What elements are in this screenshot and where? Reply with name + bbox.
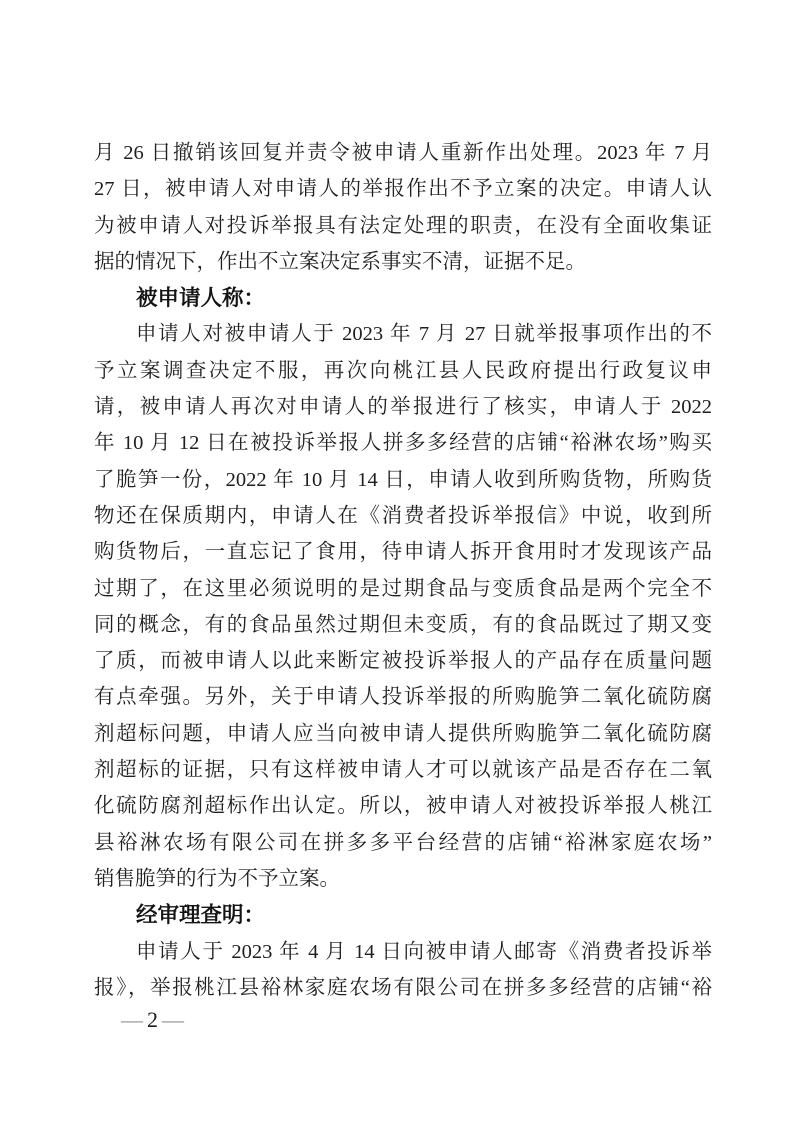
- page-number: 2: [147, 1007, 158, 1032]
- text-line: 申请人对被申请人于 2023 年 7 月 27 日就举报事项作出的不: [136, 323, 712, 346]
- text-line: 了脆笋一份，2022 年 10 月 14 日，申请人收到所购货物，所购货: [94, 468, 712, 491]
- text-line: 请，被申请人再次对申请人的举报进行了核实，申请人于 2022: [94, 396, 712, 419]
- section-heading: [94, 280, 712, 316]
- text-line: 县裕淋农场有限公司在拼多多平台经营的店铺“裕淋家庭农场”: [94, 831, 712, 854]
- footer-dash-right: —: [162, 1007, 184, 1032]
- text-line: 予立案调查决定不服，再次向桃江县人民政府提出行政复议申: [94, 359, 712, 382]
- text-line: 同的概念，有的食品虽然过期但未变质，有的食品既过了期又变: [94, 613, 712, 636]
- document-body: [94, 135, 712, 1006]
- text-line: 27 日，被申请人对申请人的举报作出不予立案的决定。申请人认: [94, 178, 712, 201]
- footer-dash-left: —: [121, 1007, 143, 1032]
- text-line: 销售脆笋的行为不予立案。: [94, 867, 340, 890]
- paragraph: [94, 934, 712, 1007]
- text-line: 为被申请人对投诉举报具有法定处理的职责，在没有全面收集证: [94, 214, 712, 237]
- text-line: 物还在保质期内，申请人在《消费者投诉举报信》中说，收到所: [94, 504, 712, 527]
- text-line: 报》，举报桃江县裕林家庭农场有限公司在拼多多经营的店铺“裕: [94, 976, 712, 999]
- paragraph: [94, 316, 712, 897]
- text-line: 年 10 月 12 日在被投诉举报人拼多多经营的店铺“裕淋农场”购买: [94, 432, 712, 455]
- text-line: 过期了，在这里必须说明的是过期食品与变质食品是两个完全不: [94, 577, 712, 600]
- text-line: 了质，而被申请人以此来断定被投诉举报人的产品存在质量问题: [94, 650, 712, 673]
- text-line: 化硫防腐剂超标作出认定。所以，被申请人对被投诉举报人桃江: [94, 795, 712, 818]
- text-line: 剂超标问题，申请人应当向被申请人提供所购脆笋二氧化硫防腐: [94, 722, 712, 745]
- heading-text: 经审理查明：: [136, 903, 266, 928]
- text-line: 有点牵强。另外，关于申请人投诉举报的所购脆笋二氧化硫防腐: [94, 686, 712, 709]
- text-line: 申请人于 2023 年 4 月 14 日向被申请人邮寄《消费者投诉举: [136, 940, 712, 963]
- heading-text: 被申请人称：: [136, 286, 266, 311]
- text-line: 购货物后，一直忘记了食用，待申请人拆开食用时才发现该产品: [94, 541, 712, 564]
- text-line: 月 26 日撤销该回复并责令被申请人重新作出处理。2023 年 7 月: [94, 142, 712, 164]
- section-heading: [94, 897, 712, 933]
- paragraph: [94, 135, 712, 280]
- text-line: 剂超标的证据，只有这样被申请人才可以就该产品是否存在二氧: [94, 759, 712, 782]
- page-footer: [121, 1004, 184, 1036]
- text-line: 据的情况下，作出不立案决定系事实不清，证据不足。: [94, 250, 586, 273]
